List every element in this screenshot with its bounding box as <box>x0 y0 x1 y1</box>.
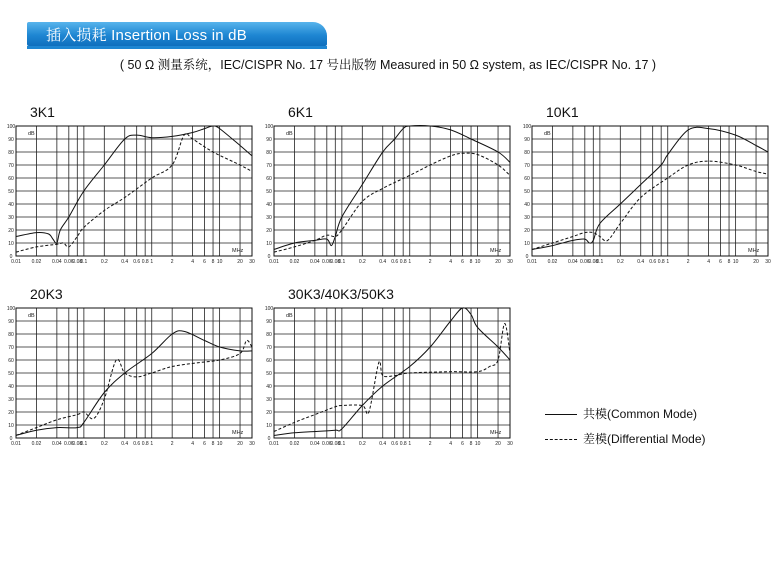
chart-30k3-40k3-50k3-ytick-10: 100 <box>264 305 274 312</box>
chart-3k1-xtick-17: 30 <box>249 259 255 265</box>
chart-6k1-xtick-13: 6 <box>461 259 464 265</box>
chart-3k1-xtick-15: 10 <box>216 259 223 265</box>
chart-30k3-40k3-50k3-ytick-8: 80 <box>266 331 272 338</box>
chart-30k3-40k3-50k3-differential-mode-line <box>274 324 510 432</box>
chart-10k1-xtick-15: 10 <box>732 259 739 265</box>
chart-3k1-xtick-16: 20 <box>237 259 243 265</box>
chart-30k3-40k3-50k3-xtick-3: 0.06 <box>321 441 332 447</box>
chart-6k1-xtick-6: 0.2 <box>358 259 366 265</box>
chart-10k1-ytick-7: 70 <box>524 162 530 169</box>
chart-6k1-xtick-4: 0.08 <box>330 259 341 265</box>
chart-30k3-40k3-50k3-xtick-5: 0.1 <box>338 441 346 447</box>
chart-10k1-xtick-14: 8 <box>727 259 731 265</box>
chart-3k1-xtick-5: 0.1 <box>80 259 88 265</box>
chart-3k1-ytick-9: 90 <box>8 136 14 143</box>
chart-30k3-40k3-50k3-xtick-7: 0.4 <box>379 441 387 447</box>
title-banner-underline <box>27 46 327 49</box>
chart-20k3-ytick-4: 40 <box>8 383 14 390</box>
chart-6k1-ytick-10: 100 <box>264 123 274 130</box>
chart-3k1-xtick-4: 0.08 <box>72 259 83 265</box>
chart-6k1-ytick-7: 70 <box>266 162 272 169</box>
legend-common-label: 共模(Common Mode) <box>583 407 698 421</box>
legend-differential-mode <box>545 430 706 447</box>
chart-20k3-xtick-0: 0.01 <box>11 441 21 447</box>
chart-3k1-ytick-5: 50 <box>8 188 14 195</box>
chart-10k1-ytick-2: 20 <box>524 227 530 234</box>
chart-30k3-40k3-50k3-ytick-6: 60 <box>266 357 272 364</box>
chart-10k1-ytick-3: 30 <box>524 214 530 221</box>
chart-6k1-xtick-9: 0.8 <box>399 259 407 265</box>
chart-20k3-xtick-15: 10 <box>216 441 223 447</box>
chart-10k1-ytick-10: 100 <box>522 123 532 130</box>
chart-6k1-xlabel: MHz <box>490 248 502 254</box>
chart-30k3-40k3-50k3-ytick-2: 20 <box>266 409 272 416</box>
chart-6k1-common-mode-line <box>274 126 510 250</box>
chart-20k3-ylabel: dB <box>28 313 35 319</box>
chart-30k3-40k3-50k3-xtick-10: 1 <box>408 441 412 447</box>
chart-title-3k1: 3K1 <box>30 104 55 120</box>
chart-10k1-xtick-13: 6 <box>719 259 722 265</box>
chart-6k1-ytick-3: 30 <box>266 214 272 221</box>
chart-10k1-ytick-1: 10 <box>524 240 530 247</box>
chart-20k3-ytick-9: 90 <box>8 318 14 325</box>
chart-20k3-common-mode-line <box>16 331 252 436</box>
chart-20k3-xtick-3: 0.06 <box>63 441 74 447</box>
chart-3k1-xtick-6: 0.2 <box>100 259 108 265</box>
chart-title-6k1: 6K1 <box>288 104 313 120</box>
chart-20k3-xtick-14: 8 <box>211 441 215 447</box>
chart-10k1-xtick-8: 0.6 <box>649 259 657 265</box>
chart-30k3-40k3-50k3-xtick-17: 30 <box>507 441 513 447</box>
chart-20k3-xtick-13: 6 <box>203 441 206 447</box>
chart-6k1-xtick-10: 1 <box>408 259 412 265</box>
chart-10k1-xtick-11: 2 <box>686 259 690 265</box>
chart-10k1-xtick-17: 30 <box>765 259 771 265</box>
chart-10k1-xtick-2: 0.04 <box>567 259 578 265</box>
chart-10k1-xlabel: MHz <box>748 248 760 254</box>
chart-6k1-xtick-12: 4 <box>449 259 452 265</box>
chart-30k3-40k3-50k3-ytick-7: 70 <box>266 344 272 351</box>
chart-30k3-40k3-50k3-xtick-9: 0.8 <box>399 441 407 447</box>
chart-3k1-differential-mode-line <box>16 133 252 252</box>
chart-10k1-xtick-12: 4 <box>707 259 710 265</box>
chart-3k1-ytick-7: 70 <box>8 162 14 169</box>
chart-30k3-40k3-50k3-ytick-3: 30 <box>266 396 272 403</box>
chart-6k1-xtick-3: 0.06 <box>321 259 332 265</box>
chart-10k1-xtick-1: 0.02 <box>547 259 558 265</box>
chart-3k1-xtick-10: 1 <box>150 259 154 265</box>
chart-30k3-40k3-50k3-xtick-6: 0.2 <box>358 441 366 447</box>
chart-20k3-xtick-12: 4 <box>191 441 194 447</box>
chart-6k1-ytick-2: 20 <box>266 227 272 234</box>
chart-30k3-40k3-50k3-ytick-0: 0 <box>267 435 271 442</box>
chart-30k3-40k3-50k3-xtick-0: 0.01 <box>269 441 279 447</box>
chart-6k1-ylabel: dB <box>286 131 293 137</box>
chart-30k3-40k3-50k3-xtick-15: 10 <box>474 441 481 447</box>
chart-3k1-xtick-1: 0.02 <box>31 259 42 265</box>
chart-30k3-40k3-50k3-xlabel: MHz <box>490 430 502 436</box>
chart-30k3-40k3-50k3-xtick-16: 20 <box>495 441 501 447</box>
chart-30k3-40k3-50k3-xtick-14: 8 <box>469 441 473 447</box>
chart-3k1-xtick-8: 0.6 <box>133 259 141 265</box>
chart-10k1-ytick-8: 80 <box>524 149 530 156</box>
chart-30k3-40k3-50k3-xtick-8: 0.6 <box>391 441 399 447</box>
chart-3k1-xtick-12: 4 <box>191 259 194 265</box>
chart-10k1-xtick-7: 0.4 <box>637 259 645 265</box>
legend-differential-label: 差模(Differential Mode) <box>583 432 706 446</box>
chart-3k1-ytick-4: 40 <box>8 201 14 208</box>
chart-6k1 <box>266 123 516 273</box>
chart-20k3-ytick-10: 100 <box>6 305 16 312</box>
chart-6k1-xtick-5: 0.1 <box>338 259 346 265</box>
chart-10k1-xtick-0: 0.01 <box>527 259 537 265</box>
chart-6k1-xtick-14: 8 <box>469 259 473 265</box>
chart-6k1-xtick-7: 0.4 <box>379 259 387 265</box>
chart-3k1-xtick-3: 0.06 <box>63 259 74 265</box>
chart-title-20k3: 20K3 <box>30 286 63 302</box>
chart-10k1 <box>524 123 774 273</box>
chart-20k3 <box>8 305 258 455</box>
chart-10k1-ytick-9: 90 <box>524 136 530 143</box>
chart-30k3-40k3-50k3-xtick-4: 0.08 <box>330 441 341 447</box>
chart-3k1-xtick-9: 0.8 <box>141 259 149 265</box>
chart-3k1-ylabel: dB <box>28 131 35 137</box>
chart-20k3-ytick-2: 20 <box>8 409 14 416</box>
chart-3k1-xtick-0: 0.01 <box>11 259 21 265</box>
chart-20k3-xtick-5: 0.1 <box>80 441 88 447</box>
chart-20k3-xtick-2: 0.04 <box>51 441 62 447</box>
chart-6k1-ytick-4: 40 <box>266 201 272 208</box>
chart-20k3-ytick-0: 0 <box>9 435 13 442</box>
chart-20k3-xtick-10: 1 <box>150 441 154 447</box>
chart-6k1-ytick-6: 60 <box>266 175 272 182</box>
chart-6k1-xtick-11: 2 <box>428 259 432 265</box>
chart-10k1-common-mode-line <box>532 127 768 249</box>
chart-10k1-differential-mode-line <box>532 161 768 249</box>
chart-6k1-xtick-1: 0.02 <box>289 259 300 265</box>
chart-3k1-ytick-10: 100 <box>6 123 16 130</box>
chart-20k3-xtick-17: 30 <box>249 441 255 447</box>
chart-6k1-ytick-0: 0 <box>267 253 271 260</box>
chart-6k1-xtick-15: 10 <box>474 259 481 265</box>
chart-20k3-ytick-6: 60 <box>8 357 14 364</box>
chart-6k1-xtick-16: 20 <box>495 259 501 265</box>
chart-30k3-40k3-50k3-xtick-13: 6 <box>461 441 464 447</box>
page-title: 插入损耗 Insertion Loss in dB <box>46 27 247 44</box>
chart-10k1-xtick-3: 0.06 <box>579 259 590 265</box>
chart-3k1-ytick-3: 30 <box>8 214 14 221</box>
chart-20k3-ytick-7: 70 <box>8 344 14 351</box>
chart-3k1-xtick-2: 0.04 <box>51 259 62 265</box>
chart-10k1-xtick-5: 0.1 <box>596 259 604 265</box>
chart-20k3-xtick-6: 0.2 <box>100 441 108 447</box>
chart-10k1-xtick-4: 0.08 <box>588 259 599 265</box>
chart-10k1-xtick-16: 20 <box>753 259 759 265</box>
chart-10k1-xtick-10: 1 <box>666 259 670 265</box>
chart-30k3-40k3-50k3-ylabel: dB <box>286 313 293 319</box>
solid-line-swatch <box>545 414 577 415</box>
chart-10k1-xtick-6: 0.2 <box>616 259 624 265</box>
chart-30k3-40k3-50k3-ytick-1: 10 <box>266 422 272 429</box>
chart-3k1 <box>8 123 258 273</box>
chart-20k3-ytick-8: 80 <box>8 331 14 338</box>
chart-3k1-xlabel: MHz <box>232 248 244 254</box>
chart-20k3-xtick-4: 0.08 <box>72 441 83 447</box>
chart-20k3-xtick-1: 0.02 <box>31 441 42 447</box>
chart-3k1-ytick-0: 0 <box>9 253 13 260</box>
chart-20k3-xtick-7: 0.4 <box>121 441 129 447</box>
chart-6k1-xtick-2: 0.04 <box>309 259 320 265</box>
chart-6k1-xtick-8: 0.6 <box>391 259 399 265</box>
chart-10k1-ytick-0: 0 <box>525 253 529 260</box>
chart-6k1-differential-mode-line <box>274 153 510 252</box>
chart-20k3-differential-mode-line <box>16 340 252 435</box>
chart-3k1-ytick-8: 80 <box>8 149 14 156</box>
chart-6k1-ytick-5: 50 <box>266 188 272 195</box>
chart-20k3-ytick-5: 50 <box>8 370 14 377</box>
chart-30k3-40k3-50k3-xtick-11: 2 <box>428 441 432 447</box>
chart-20k3-ytick-3: 30 <box>8 396 14 403</box>
page-subtitle: ( 50 Ω 测量系统，IEC/CISPR No. 17 号出版物 Measured in 50 Ω system, as IEC/CISPR No. 17 ) <box>119 58 657 72</box>
chart-20k3-ytick-1: 10 <box>8 422 14 429</box>
chart-30k3-40k3-50k3-ytick-4: 40 <box>266 383 272 390</box>
chart-20k3-xtick-8: 0.6 <box>133 441 141 447</box>
chart-10k1-xtick-9: 0.8 <box>657 259 665 265</box>
chart-3k1-xtick-14: 8 <box>211 259 215 265</box>
chart-20k3-xlabel: MHz <box>232 430 244 436</box>
chart-title-30k3-40k3-50k3: 30K3/40K3/50K3 <box>288 286 394 302</box>
chart-6k1-xtick-17: 30 <box>507 259 513 265</box>
chart-20k3-xtick-9: 0.8 <box>141 441 149 447</box>
chart-6k1-ytick-1: 10 <box>266 240 272 247</box>
chart-20k3-xtick-11: 2 <box>170 441 174 447</box>
chart-3k1-xtick-13: 6 <box>203 259 206 265</box>
chart-3k1-xtick-11: 2 <box>170 259 174 265</box>
chart-6k1-xtick-0: 0.01 <box>269 259 279 265</box>
chart-30k3-40k3-50k3-ytick-9: 90 <box>266 318 272 325</box>
chart-3k1-common-mode-line <box>16 126 252 243</box>
chart-20k3-xtick-16: 20 <box>237 441 243 447</box>
chart-3k1-ytick-2: 20 <box>8 227 14 234</box>
chart-30k3-40k3-50k3-xtick-12: 4 <box>449 441 452 447</box>
chart-3k1-xtick-7: 0.4 <box>121 259 129 265</box>
chart-3k1-ytick-6: 60 <box>8 175 14 182</box>
chart-10k1-ytick-6: 60 <box>524 175 530 182</box>
chart-title-10k1: 10K1 <box>546 104 579 120</box>
chart-30k3-40k3-50k3-ytick-5: 50 <box>266 370 272 377</box>
chart-30k3-40k3-50k3-xtick-2: 0.04 <box>309 441 320 447</box>
chart-10k1-ylabel: dB <box>544 131 551 137</box>
chart-6k1-ytick-9: 90 <box>266 136 272 143</box>
chart-10k1-ytick-5: 50 <box>524 188 530 195</box>
chart-6k1-ytick-8: 80 <box>266 149 272 156</box>
dashed-line-swatch <box>545 439 577 440</box>
chart-30k3-40k3-50k3 <box>266 305 516 455</box>
chart-3k1-ytick-1: 10 <box>8 240 14 247</box>
chart-10k1-ytick-4: 40 <box>524 201 530 208</box>
legend-common-mode <box>545 405 697 422</box>
chart-30k3-40k3-50k3-xtick-1: 0.02 <box>289 441 300 447</box>
